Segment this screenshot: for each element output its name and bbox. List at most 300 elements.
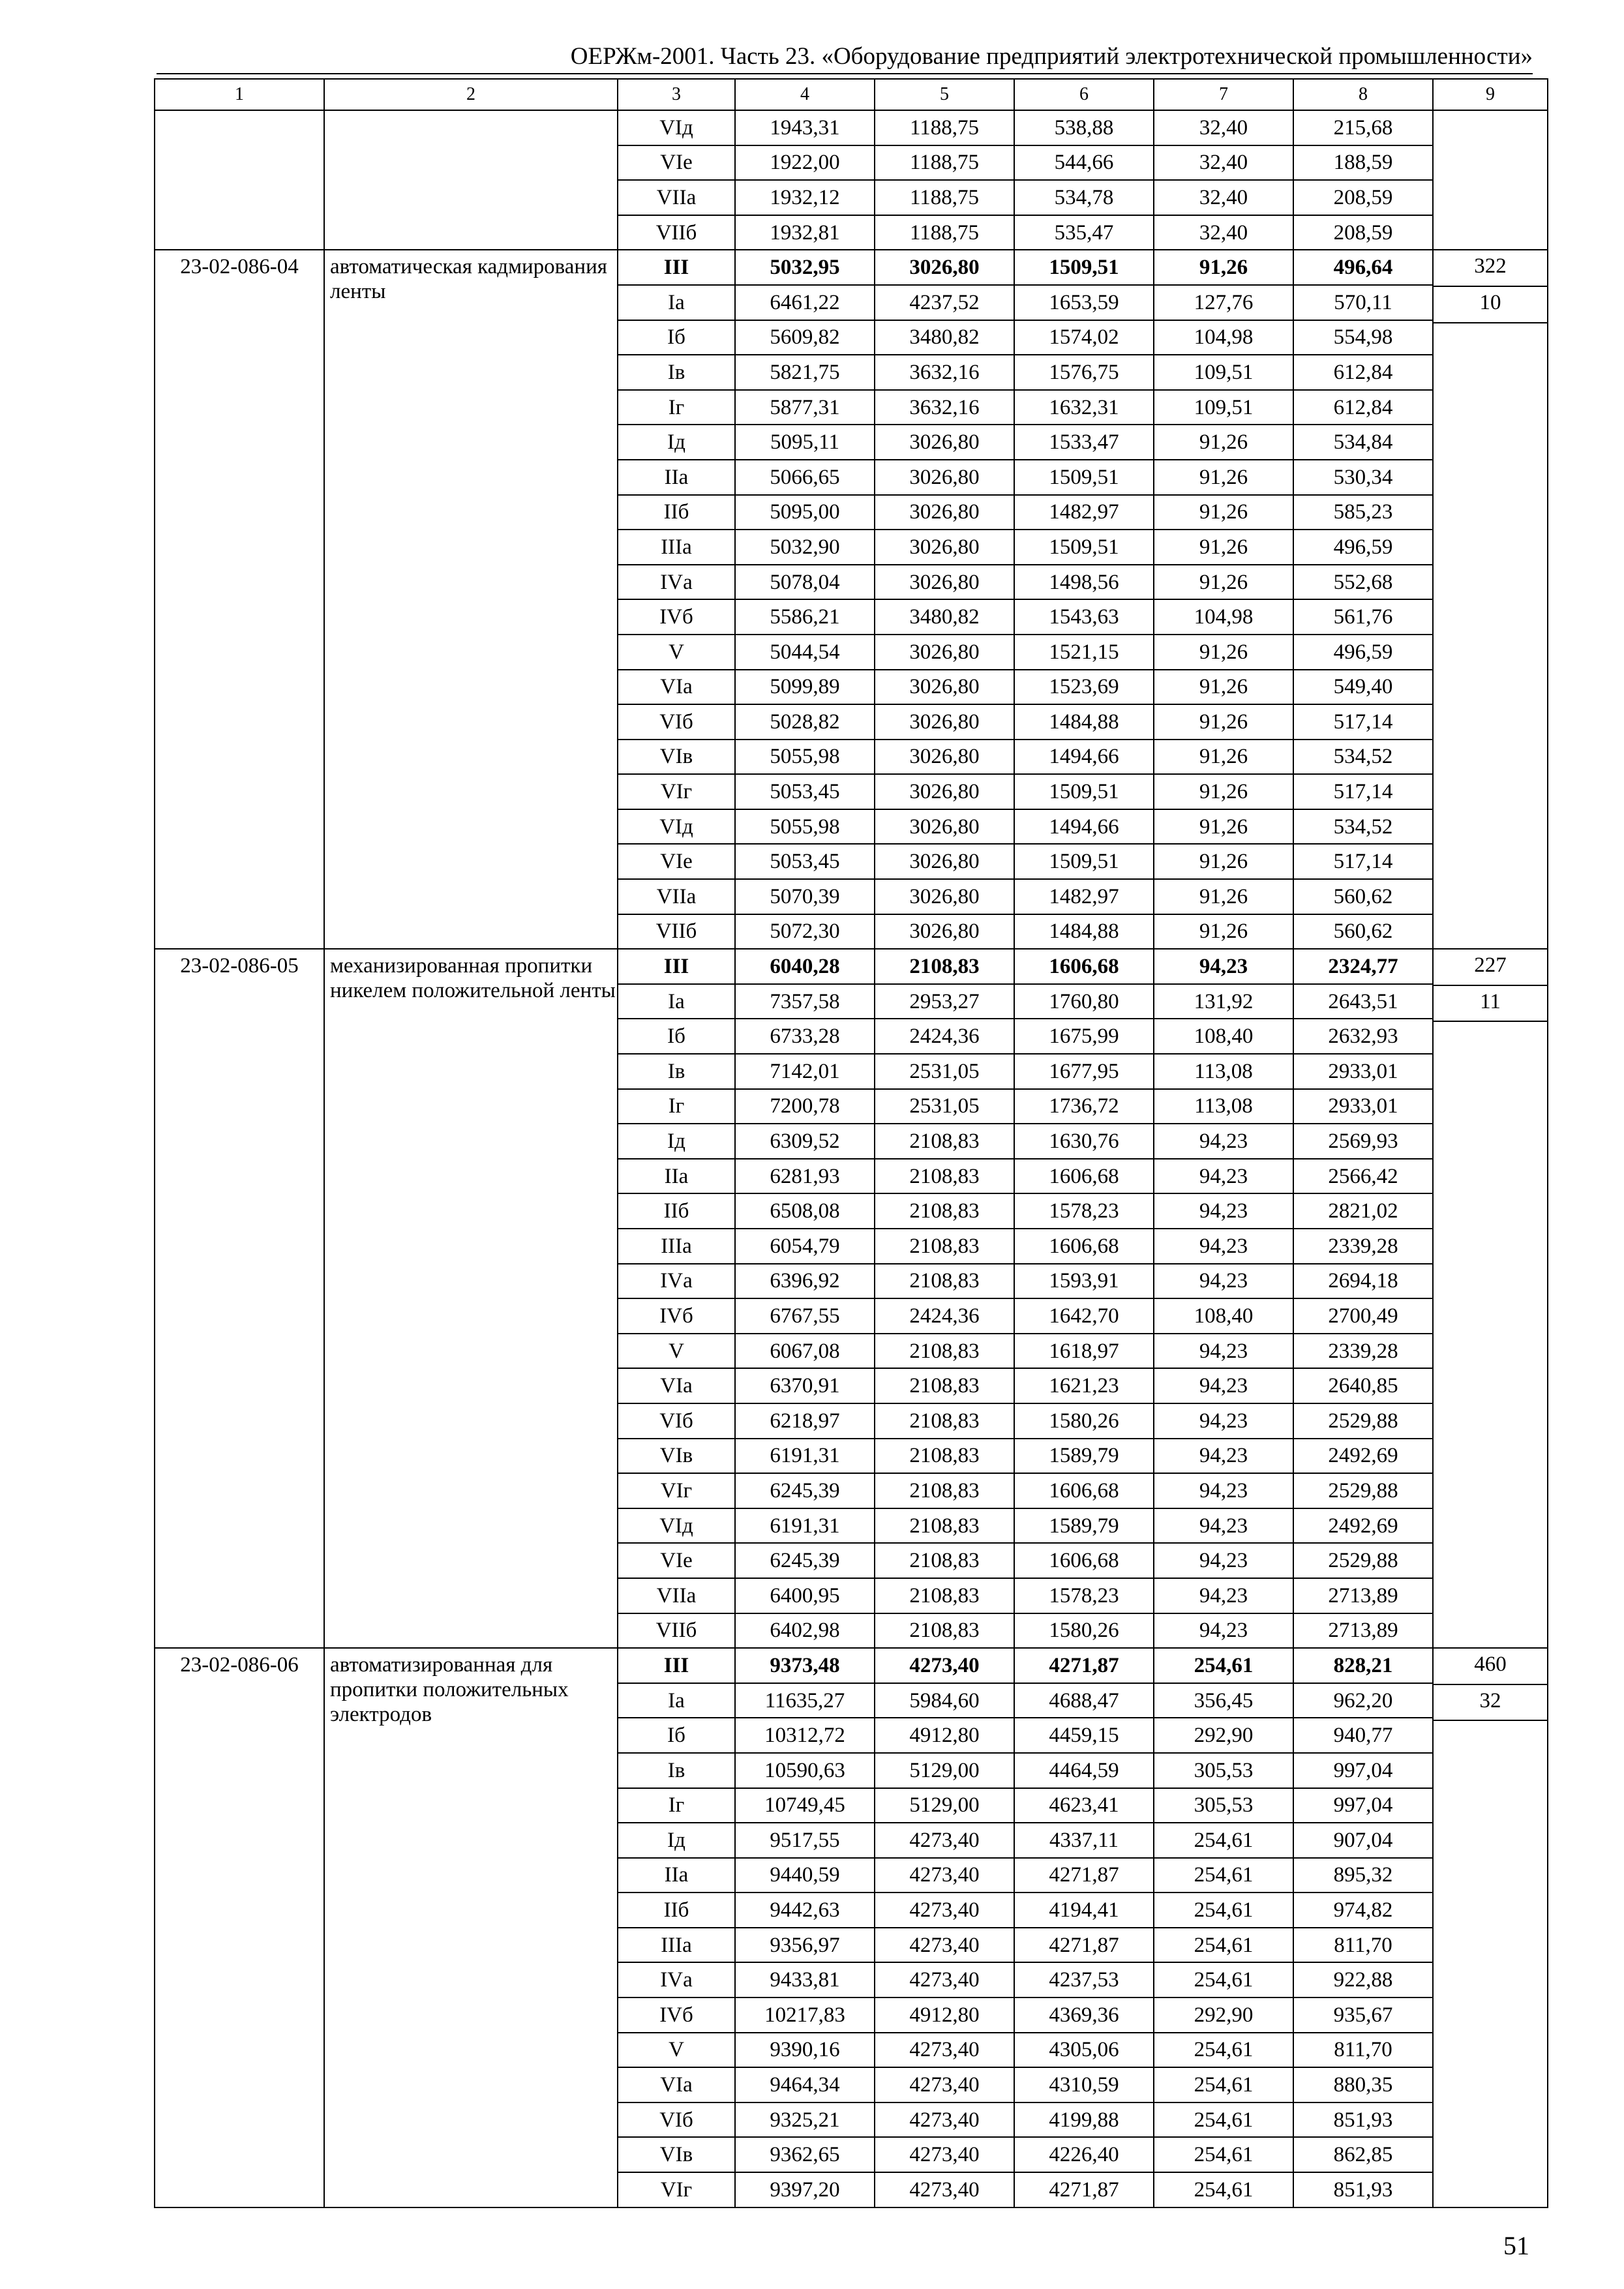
table-cell: 2108,83 xyxy=(875,1334,1014,1369)
table-cell: VIе xyxy=(618,1543,735,1578)
table-cell: VIб xyxy=(618,2102,735,2138)
table-cell: VIа xyxy=(618,670,735,705)
table-cell: Iд xyxy=(618,425,735,460)
table-cell: 215,68 xyxy=(1293,110,1433,145)
table-cell: 91,26 xyxy=(1154,704,1293,740)
table-cell: 7142,01 xyxy=(735,1054,875,1089)
table-cell: 9433,81 xyxy=(735,1962,875,1997)
table-cell: 1618,97 xyxy=(1014,1334,1154,1369)
table-cell: VIб xyxy=(618,704,735,740)
table-cell: 6508,08 xyxy=(735,1193,875,1229)
table-cell: IIа xyxy=(618,1159,735,1194)
table-cell: 3026,80 xyxy=(875,809,1014,845)
table-cell: 1521,15 xyxy=(1014,635,1154,670)
table-cell: 997,04 xyxy=(1293,1753,1433,1788)
column-9-cell xyxy=(1433,250,1548,949)
table-cell: 254,61 xyxy=(1154,1823,1293,1858)
table-cell: 1509,51 xyxy=(1014,774,1154,809)
table-cell: 3632,16 xyxy=(875,390,1014,425)
table-cell: 104,98 xyxy=(1154,320,1293,355)
table-cell: 4912,80 xyxy=(875,1718,1014,1753)
table-cell: 5055,98 xyxy=(735,809,875,845)
table-cell: 32,40 xyxy=(1154,215,1293,250)
table-cell: 1494,66 xyxy=(1014,809,1154,845)
table-cell: IIIа xyxy=(618,1928,735,1963)
table-cell: V xyxy=(618,2033,735,2068)
table-cell: 6245,39 xyxy=(735,1473,875,1508)
table-cell: 1621,23 xyxy=(1014,1368,1154,1403)
table-cell: III xyxy=(618,1648,735,1683)
table-cell: 3026,80 xyxy=(875,250,1014,285)
table-cell: 1677,95 xyxy=(1014,1054,1154,1089)
table-cell: Iб xyxy=(618,320,735,355)
table-cell: 2531,05 xyxy=(875,1054,1014,1089)
table-cell: 1632,31 xyxy=(1014,390,1154,425)
table-cell: IIа xyxy=(618,460,735,495)
table-cell: VIа xyxy=(618,2067,735,2102)
table-cell: 4273,40 xyxy=(875,1823,1014,1858)
table-cell: 1574,02 xyxy=(1014,320,1154,355)
table-cell: VIв xyxy=(618,740,735,775)
table-cell: 2529,88 xyxy=(1293,1473,1433,1508)
table-cell: 9373,48 xyxy=(735,1648,875,1683)
table-cell: 4688,47 xyxy=(1014,1683,1154,1718)
table-cell: 1484,88 xyxy=(1014,914,1154,950)
table-cell: 1509,51 xyxy=(1014,460,1154,495)
table-cell: 570,11 xyxy=(1293,285,1433,320)
table-cell: IVб xyxy=(618,599,735,635)
table-cell: Iг xyxy=(618,390,735,425)
table-cell: 94,23 xyxy=(1154,1124,1293,1159)
table-cell: 612,84 xyxy=(1293,390,1433,425)
table-cell: 4273,40 xyxy=(875,1962,1014,1997)
item-code: 23-02-086-04 xyxy=(155,250,324,949)
table-cell: VIд xyxy=(618,110,735,145)
table-cell: 113,08 xyxy=(1154,1089,1293,1124)
table-cell: 254,61 xyxy=(1154,1893,1293,1928)
table-cell: 5028,82 xyxy=(735,704,875,740)
column-9-value: 10 xyxy=(1434,286,1547,323)
table-cell: Iд xyxy=(618,1124,735,1159)
table-cell: 1589,79 xyxy=(1014,1508,1154,1544)
table-cell: 6054,79 xyxy=(735,1229,875,1264)
continuation-col9-cell xyxy=(1433,110,1548,250)
table-cell: 94,23 xyxy=(1154,1159,1293,1194)
table-cell: 3026,80 xyxy=(875,495,1014,530)
table-cell: 974,82 xyxy=(1293,1893,1433,1928)
table-cell: 356,45 xyxy=(1154,1683,1293,1718)
table-cell: 9362,65 xyxy=(735,2137,875,2172)
table-cell: 1533,47 xyxy=(1014,425,1154,460)
table-cell: V xyxy=(618,635,735,670)
table-cell: 94,23 xyxy=(1154,1403,1293,1439)
page-number: 51 xyxy=(1503,2231,1529,2260)
table-cell: 6040,28 xyxy=(735,949,875,984)
table-cell: Iв xyxy=(618,1054,735,1089)
table-cell: Iб xyxy=(618,1718,735,1753)
table-cell: 1922,00 xyxy=(735,145,875,181)
table-cell: VIг xyxy=(618,1473,735,1508)
column-number: 3 xyxy=(618,79,735,110)
table-cell: 1593,91 xyxy=(1014,1264,1154,1299)
table-cell: 9397,20 xyxy=(735,2172,875,2207)
table-cell: 108,40 xyxy=(1154,1298,1293,1334)
table-cell: 585,23 xyxy=(1293,495,1433,530)
table-cell: 1675,99 xyxy=(1014,1019,1154,1054)
table-cell: 91,26 xyxy=(1154,809,1293,845)
table-cell: 3480,82 xyxy=(875,320,1014,355)
table-cell: 535,47 xyxy=(1014,215,1154,250)
table-cell: 5821,75 xyxy=(735,355,875,390)
table-cell: 5586,21 xyxy=(735,599,875,635)
table-cell: VIд xyxy=(618,809,735,845)
table-cell: 1509,51 xyxy=(1014,250,1154,285)
table-cell: IIIа xyxy=(618,530,735,565)
table-cell: 828,21 xyxy=(1293,1648,1433,1683)
table-cell: 9325,21 xyxy=(735,2102,875,2138)
table-cell: 254,61 xyxy=(1154,1858,1293,1893)
table-cell: 5055,98 xyxy=(735,740,875,775)
table-cell: 1760,80 xyxy=(1014,984,1154,1019)
table-cell: 496,59 xyxy=(1293,530,1433,565)
table-cell: 554,98 xyxy=(1293,320,1433,355)
table-cell: 895,32 xyxy=(1293,1858,1433,1893)
table-cell: 5095,00 xyxy=(735,495,875,530)
table-cell: 2643,51 xyxy=(1293,984,1433,1019)
table-cell: 10217,83 xyxy=(735,1997,875,2033)
table-cell: 940,77 xyxy=(1293,1718,1433,1753)
table-cell: 997,04 xyxy=(1293,1788,1433,1823)
table-cell: 4199,88 xyxy=(1014,2102,1154,2138)
table-cell: 94,23 xyxy=(1154,1334,1293,1369)
table-cell: 4273,40 xyxy=(875,1648,1014,1683)
table-cell: 6067,08 xyxy=(735,1334,875,1369)
table-cell: 127,76 xyxy=(1154,285,1293,320)
column-number-row xyxy=(155,79,1548,110)
table-cell: 2108,83 xyxy=(875,1264,1014,1299)
table-cell: IIIа xyxy=(618,1229,735,1264)
table-cell: 6733,28 xyxy=(735,1019,875,1054)
table-cell: 4310,59 xyxy=(1014,2067,1154,2102)
table-cell: 131,92 xyxy=(1154,984,1293,1019)
table-cell: 91,26 xyxy=(1154,495,1293,530)
table-cell: 94,23 xyxy=(1154,1508,1293,1544)
table-cell: 208,59 xyxy=(1293,215,1433,250)
table-cell: 2566,42 xyxy=(1293,1159,1433,1194)
table-cell: 2531,05 xyxy=(875,1089,1014,1124)
continuation-name-cell xyxy=(324,110,618,250)
table-cell: 94,23 xyxy=(1154,1543,1293,1578)
table-cell: 2492,69 xyxy=(1293,1439,1433,1474)
table-cell: 109,51 xyxy=(1154,390,1293,425)
table-cell: IIб xyxy=(618,1193,735,1229)
column-9-value: 32 xyxy=(1434,1684,1547,1722)
column-number: 7 xyxy=(1154,79,1293,110)
table-cell: 3026,80 xyxy=(875,914,1014,950)
table-cell: VIа xyxy=(618,1368,735,1403)
table-cell: VIв xyxy=(618,1439,735,1474)
table-cell: 305,53 xyxy=(1154,1753,1293,1788)
table-cell: Iа xyxy=(618,285,735,320)
table-cell: 5066,65 xyxy=(735,460,875,495)
table-cell: 91,26 xyxy=(1154,565,1293,600)
table-cell: 254,61 xyxy=(1154,2033,1293,2068)
table-cell: 2339,28 xyxy=(1293,1229,1433,1264)
table-cell: 108,40 xyxy=(1154,1019,1293,1054)
table-cell: 254,61 xyxy=(1154,1962,1293,1997)
table-cell: 6767,55 xyxy=(735,1298,875,1334)
table-cell: 2108,83 xyxy=(875,1439,1014,1474)
table-row xyxy=(155,250,1548,285)
column-9-cell xyxy=(1433,1648,1548,2207)
table-cell: VIв xyxy=(618,2137,735,2172)
table-cell: 3026,80 xyxy=(875,460,1014,495)
table-row xyxy=(155,949,1548,984)
table-cell: 2108,83 xyxy=(875,1159,1014,1194)
table-cell: 4464,59 xyxy=(1014,1753,1154,1788)
table-cell: 2108,83 xyxy=(875,1508,1014,1544)
table-cell: 3026,80 xyxy=(875,879,1014,914)
table-cell: 94,23 xyxy=(1154,1229,1293,1264)
table-cell: 113,08 xyxy=(1154,1054,1293,1089)
table-cell: 922,88 xyxy=(1293,1962,1433,1997)
table-cell: 91,26 xyxy=(1154,425,1293,460)
table-cell: VIе xyxy=(618,844,735,879)
table-cell: 2108,83 xyxy=(875,949,1014,984)
table-cell: 5129,00 xyxy=(875,1788,1014,1823)
table-cell: 104,98 xyxy=(1154,599,1293,635)
table-cell: 6461,22 xyxy=(735,285,875,320)
table-cell: 4273,40 xyxy=(875,1858,1014,1893)
table-cell: 94,23 xyxy=(1154,1473,1293,1508)
table-cell: IVб xyxy=(618,1298,735,1334)
table-cell: 1578,23 xyxy=(1014,1193,1154,1229)
table-cell: 1484,88 xyxy=(1014,704,1154,740)
table-cell: 6396,92 xyxy=(735,1264,875,1299)
table-cell: 4194,41 xyxy=(1014,1893,1154,1928)
table-cell: 1188,75 xyxy=(875,110,1014,145)
table-cell: 517,14 xyxy=(1293,774,1433,809)
table-cell: 4237,52 xyxy=(875,285,1014,320)
table-cell: 1606,68 xyxy=(1014,1229,1154,1264)
table-cell: 2108,83 xyxy=(875,1613,1014,1649)
column-9-value: 227 xyxy=(1474,953,1507,978)
table-cell: III xyxy=(618,949,735,984)
table-cell: 1606,68 xyxy=(1014,1473,1154,1508)
table-cell: 2108,83 xyxy=(875,1229,1014,1264)
table-cell: Iд xyxy=(618,1823,735,1858)
table-cell: 4273,40 xyxy=(875,1928,1014,1963)
table-cell: 254,61 xyxy=(1154,2067,1293,2102)
table-cell: 3480,82 xyxy=(875,599,1014,635)
table-cell: 1494,66 xyxy=(1014,740,1154,775)
table-cell: 1509,51 xyxy=(1014,530,1154,565)
table-cell: 6218,97 xyxy=(735,1403,875,1439)
table-cell: 4459,15 xyxy=(1014,1718,1154,1753)
table-cell: IIб xyxy=(618,1893,735,1928)
table-cell: 10590,63 xyxy=(735,1753,875,1788)
table-cell: 9390,16 xyxy=(735,2033,875,2068)
table-cell: 94,23 xyxy=(1154,949,1293,984)
table-cell: 91,26 xyxy=(1154,635,1293,670)
table-cell: 1578,23 xyxy=(1014,1578,1154,1613)
table-cell: 1576,75 xyxy=(1014,355,1154,390)
table-cell: 7357,58 xyxy=(735,984,875,1019)
table-cell: 4273,40 xyxy=(875,2067,1014,2102)
table-cell: 2700,49 xyxy=(1293,1298,1433,1334)
table-cell: 254,61 xyxy=(1154,2102,1293,2138)
table-cell: 91,26 xyxy=(1154,914,1293,950)
column-number: 4 xyxy=(735,79,875,110)
table-cell: 6245,39 xyxy=(735,1543,875,1578)
table-cell: 254,61 xyxy=(1154,2172,1293,2207)
table-cell: VIб xyxy=(618,1403,735,1439)
table-cell: 1482,97 xyxy=(1014,495,1154,530)
table-cell: 10312,72 xyxy=(735,1718,875,1753)
table-cell: 9517,55 xyxy=(735,1823,875,1858)
table-cell: 32,40 xyxy=(1154,180,1293,215)
table-cell: 2108,83 xyxy=(875,1578,1014,1613)
column-number: 1 xyxy=(155,79,324,110)
table-cell: 2529,88 xyxy=(1293,1543,1433,1578)
table-cell: 1188,75 xyxy=(875,145,1014,181)
table-cell: 94,23 xyxy=(1154,1368,1293,1403)
table-cell: 4271,87 xyxy=(1014,1858,1154,1893)
table-cell: 3026,80 xyxy=(875,670,1014,705)
table-cell: VIг xyxy=(618,774,735,809)
table-cell: 962,20 xyxy=(1293,1683,1433,1718)
table-cell: V xyxy=(618,1334,735,1369)
table-cell: 1580,26 xyxy=(1014,1613,1154,1649)
table-cell: 4273,40 xyxy=(875,2172,1014,2207)
table-cell: 2953,27 xyxy=(875,984,1014,1019)
table-cell: 2108,83 xyxy=(875,1543,1014,1578)
table-cell: 1188,75 xyxy=(875,180,1014,215)
table-cell: 3632,16 xyxy=(875,355,1014,390)
table-cell: 811,70 xyxy=(1293,1928,1433,1963)
table-cell: 91,26 xyxy=(1154,460,1293,495)
column-number: 6 xyxy=(1014,79,1154,110)
table-body xyxy=(155,79,1548,2207)
table-cell: Iв xyxy=(618,355,735,390)
table-cell: VIд xyxy=(618,1508,735,1544)
table-cell: 3026,80 xyxy=(875,530,1014,565)
table-cell: 851,93 xyxy=(1293,2172,1433,2207)
table-cell: 517,14 xyxy=(1293,704,1433,740)
column-9-value: 460 xyxy=(1474,1653,1507,1677)
table-cell: 880,35 xyxy=(1293,2067,1433,2102)
table-cell: 1606,68 xyxy=(1014,1159,1154,1194)
column-number: 9 xyxy=(1433,79,1548,110)
table-cell: 4369,36 xyxy=(1014,1997,1154,2033)
table-cell: 5032,95 xyxy=(735,250,875,285)
table-cell: 2933,01 xyxy=(1293,1054,1433,1089)
table-cell: 2424,36 xyxy=(875,1019,1014,1054)
table-cell: 5099,89 xyxy=(735,670,875,705)
item-code: 23-02-086-06 xyxy=(155,1648,324,2207)
table-cell: 6400,95 xyxy=(735,1578,875,1613)
table-cell: VIIб xyxy=(618,215,735,250)
table-cell: IVа xyxy=(618,1962,735,1997)
table-cell: 10749,45 xyxy=(735,1788,875,1823)
table-cell: VIIа xyxy=(618,180,735,215)
table-cell: 5044,54 xyxy=(735,635,875,670)
table-cell: 2108,83 xyxy=(875,1193,1014,1229)
table-cell: 94,23 xyxy=(1154,1613,1293,1649)
table-cell: 1523,69 xyxy=(1014,670,1154,705)
table-cell: 9442,63 xyxy=(735,1893,875,1928)
table-cell: 6309,52 xyxy=(735,1124,875,1159)
table-cell: VIIб xyxy=(618,1613,735,1649)
table-cell: 4273,40 xyxy=(875,2033,1014,2068)
table-cell: 11635,27 xyxy=(735,1683,875,1718)
table-cell: 560,62 xyxy=(1293,914,1433,950)
table-cell: 544,66 xyxy=(1014,145,1154,181)
table-cell: 4237,53 xyxy=(1014,1962,1154,1997)
table-row xyxy=(155,1648,1548,1683)
table-cell: Iа xyxy=(618,984,735,1019)
table-cell: 32,40 xyxy=(1154,110,1293,145)
table-cell: 2569,93 xyxy=(1293,1124,1433,1159)
table-cell: 5032,90 xyxy=(735,530,875,565)
table-cell: 534,52 xyxy=(1293,809,1433,845)
table-cell: 517,14 xyxy=(1293,844,1433,879)
table-cell: 2529,88 xyxy=(1293,1403,1433,1439)
table-cell: 2713,89 xyxy=(1293,1578,1433,1613)
table-cell: 4337,11 xyxy=(1014,1823,1154,1858)
table-cell: 534,78 xyxy=(1014,180,1154,215)
table-cell: 2694,18 xyxy=(1293,1264,1433,1299)
table-cell: 1653,59 xyxy=(1014,285,1154,320)
table-cell: 1630,76 xyxy=(1014,1124,1154,1159)
table-cell: 5078,04 xyxy=(735,565,875,600)
table-cell: 9440,59 xyxy=(735,1858,875,1893)
table-cell: 5095,11 xyxy=(735,425,875,460)
table-cell: 851,93 xyxy=(1293,2102,1433,2138)
table-cell: 1188,75 xyxy=(875,215,1014,250)
table-cell: 1606,68 xyxy=(1014,1543,1154,1578)
table-cell: 2324,77 xyxy=(1293,949,1433,984)
table-cell: 5053,45 xyxy=(735,844,875,879)
item-name: механизированная пропитки никелем положительной ленты xyxy=(324,949,618,1648)
table-cell: 4273,40 xyxy=(875,1893,1014,1928)
rates-table xyxy=(154,78,1548,2208)
table-cell: 5129,00 xyxy=(875,1753,1014,1788)
table-cell: VIг xyxy=(618,2172,735,2207)
table-cell: 907,04 xyxy=(1293,1823,1433,1858)
table-cell: 1498,56 xyxy=(1014,565,1154,600)
table-cell: 5877,31 xyxy=(735,390,875,425)
table-cell: 5053,45 xyxy=(735,774,875,809)
table-cell: 4271,87 xyxy=(1014,1648,1154,1683)
table-cell: 2108,83 xyxy=(875,1473,1014,1508)
table-cell: 2424,36 xyxy=(875,1298,1014,1334)
table-cell: 4226,40 xyxy=(1014,2137,1154,2172)
table-cell: VIIб xyxy=(618,914,735,950)
table-cell: 91,26 xyxy=(1154,670,1293,705)
table-cell: 5070,39 xyxy=(735,879,875,914)
table-cell: 4271,87 xyxy=(1014,1928,1154,1963)
table-cell: 91,26 xyxy=(1154,844,1293,879)
table-cell: Iг xyxy=(618,1089,735,1124)
table-cell: 4271,87 xyxy=(1014,2172,1154,2207)
table-cell: 94,23 xyxy=(1154,1193,1293,1229)
table-cell: VIIа xyxy=(618,1578,735,1613)
table-cell: 3026,80 xyxy=(875,565,1014,600)
table-cell: 2108,83 xyxy=(875,1124,1014,1159)
table-cell: VIе xyxy=(618,145,735,181)
table-cell: 1736,72 xyxy=(1014,1089,1154,1124)
